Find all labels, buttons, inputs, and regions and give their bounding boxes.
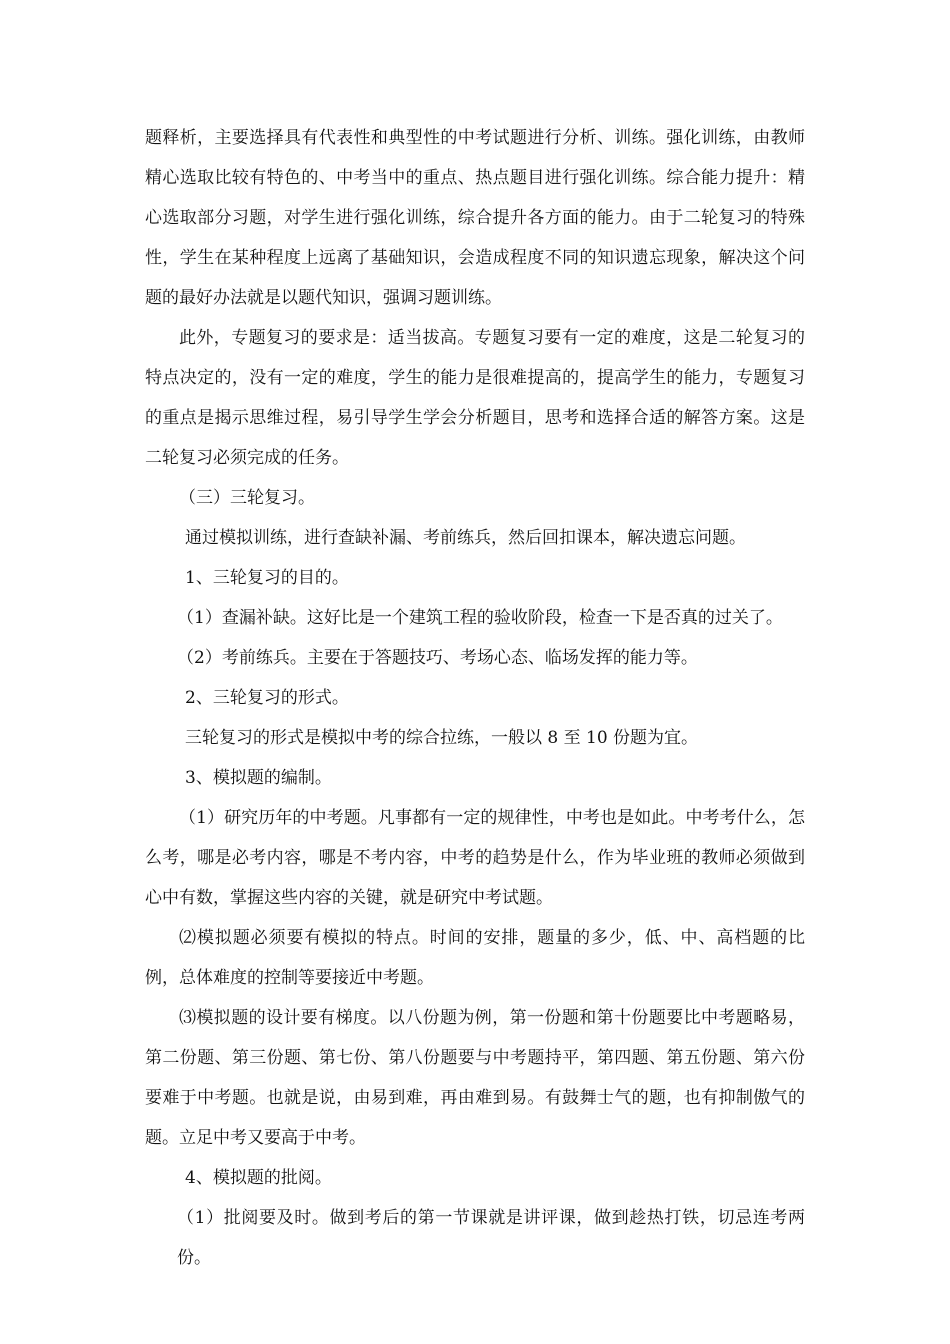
item-difficulty-gradient: ⑶模拟题的设计要有梯度。以八份题为例，第一份题和第十份题要比中考题略易，第二份题、第三份题、第七份、第八份题要与中考题持平，第四题、第五份题、第六份要难于中考题。也就是说，由易到难，再由难到易。有鼓舞士气的题，也有抑制傲气的题。立足中考又要高于中考。 [145, 1008, 805, 1148]
paragraph-topic-analysis: 题释析，主要选择具有代表性和典型性的中考试题进行分析、训练。强化训练，由教师精心选取比较有特色的、中考当中的重点、热点题目进行强化训练。综合能力提升：精心选取部分习题，对学生进行强化训练，综合提升各方面的能力。由于二轮复习的特殊性，学生在某种程度上远离了基础知识，会造成程度不同的知识遗忘现象，解决这个问题的最好办法就是以题代知识，强调习题训练。 [145, 128, 805, 308]
paragraph-third-round-intro: 通过模拟训练，进行查缺补漏、考前练兵，然后回扣课本，解决遗忘问题。 [185, 528, 746, 548]
item-check-gaps: （1）查漏补缺。这好比是一个建筑工程的验收阶段，检查一下是否真的过关了。 [177, 608, 783, 628]
subheading-form: 2、三轮复习的形式。 [185, 688, 349, 708]
item-exam-practice: （2）考前练兵。主要在于答题技巧、考场心态、临场发挥的能力等。 [177, 648, 698, 668]
item-study-past-exams: （1）研究历年的中考题。凡事都有一定的规律性，中考也是如此。中考考什么，怎么考，哪是必考内容，哪是不考内容，中考的趋势是什么，作为毕业班的教师必须做到心中有数，掌握这些内容的关键，就是研究中考试题。 [145, 808, 805, 908]
paragraph-special-review-requirements: 此外，专题复习的要求是：适当拔高。专题复习要有一定的难度，这是二轮复习的特点决定的，没有一定的难度，学生的能力是很难提高的，提高学生的能力，专题复习的重点是揭示思维过程，易引导学生学会分析题目，思考和选择合适的解答方案。这是二轮复习必须完成的任务。 [145, 328, 805, 468]
subheading-compilation: 3、模拟题的编制。 [185, 768, 332, 788]
subheading-grading: 4、模拟题的批阅。 [185, 1168, 332, 1188]
document-body [145, 118, 805, 1278]
paragraph-form-description: 三轮复习的形式是模拟中考的综合拉练，一般以 8 至 10 份题为宜。 [185, 728, 699, 748]
item-simulation-features: ⑵模拟题必须要有模拟的特点。时间的安排，题量的多少，低、中、高档题的比例，总体难度的控制等要接近中考题。 [145, 928, 805, 988]
item-timely-grading: （1）批阅要及时。做到考后的第一节课就是讲评课，做到趁热打铁，切忌连考两份。 [177, 1208, 805, 1268]
section-heading-third-round: （三）三轮复习。 [179, 488, 315, 508]
subheading-purpose: 1、三轮复习的目的。 [185, 568, 349, 588]
